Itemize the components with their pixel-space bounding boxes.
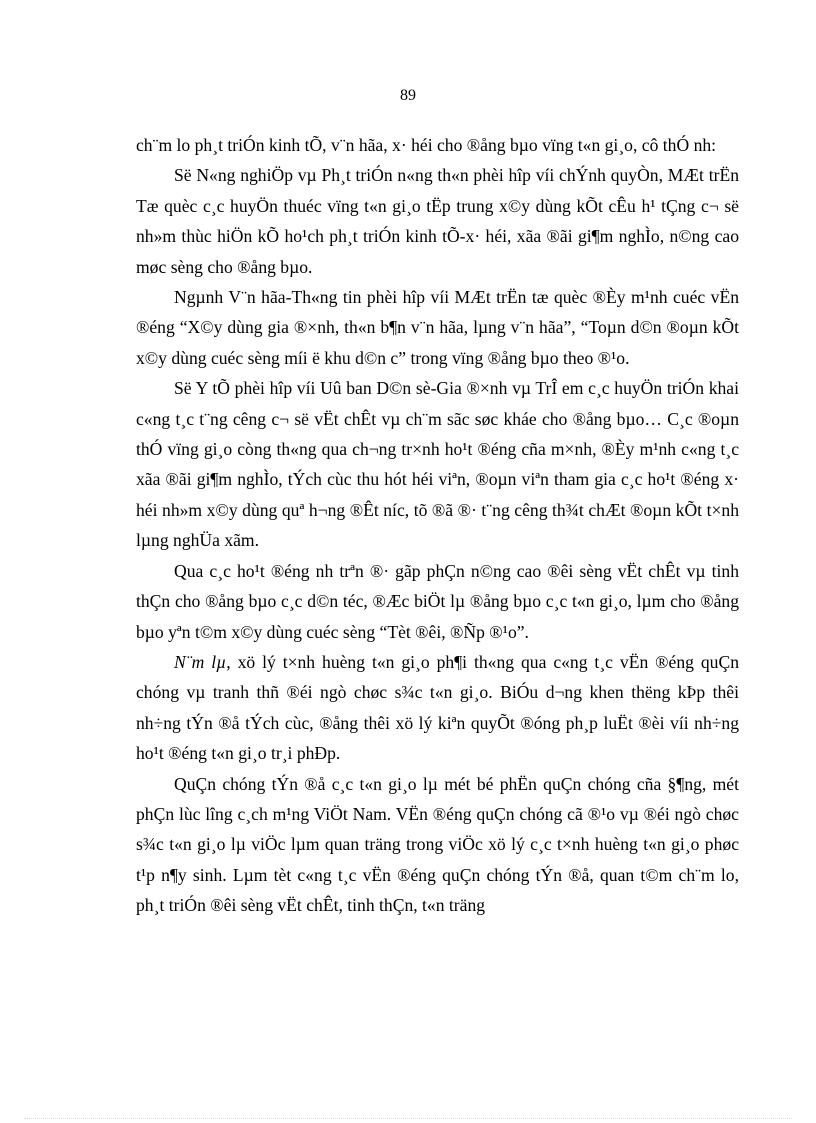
body-text bbox=[136, 130, 739, 921]
paragraph-2: Së N«ng nghiÖp vµ Ph¸t triÓn n«ng th«n phèi hîp víi chÝnh quyÒn, MÆt trËn Tæ quèc c¸c huyÖn thuéc vïng t«n gi¸o tËp trung x©y dùng kÕt cÊu h¹ tÇng c¬ së nh»m thùc hiÖn kÕ ho¹ch ph¸t triÓn kinh tÕ-x· héi, xãa ®ãi gi¶m nghÌo, n©ng cao møc sèng cho ®ång bµo. bbox=[136, 165, 739, 277]
paragraph-6-lead: N¨m lµ, bbox=[174, 651, 231, 672]
paragraph-4: Së Y tÕ phèi hîp víi Uû ban D©n sè-Gia ®×nh vµ TrÎ em c¸c huyÖn triÓn khai c«ng t¸c t¨ng cêng c¬ së vËt chÊt vµ ch¨m sãc søc kháe cho ®ång bµo… C¸c ®oµn thÓ vïng gi¸o còng th«ng qua ch¬ng tr×nh ho¹t ®éng cña m×nh, ®Èy m¹nh c«ng t¸c xãa ®ãi gi¶m nghÌo, tÝch cùc thu hót héi viªn, ®oµn viªn tham gia c¸c ho¹t ®éng x· héi nh»m x©y dùng quª h¬ng ®Êt níc, tõ ®ã ®· t¨ng cêng th¾t chÆt ®oµn kÕt t×nh lµng nghÜa xãm. bbox=[136, 378, 739, 551]
page-number: 89 bbox=[400, 87, 416, 104]
paragraph-6-text: xö lý t×nh huèng t«n gi¸o ph¶i th«ng qua c«ng t¸c vËn ®éng quÇn chóng vµ tranh thñ ®éi ngò chøc s¾c t«n gi¸o. BiÓu d¬ng khen thëng kÞp thêi nh÷ng tÝn ®å tÝch cùc, ®ång thêi xö lý kiªn quyÕt ®óng ph¸p luËt ®èi víi nh÷ng ho¹t ®éng t«n gi¸o tr¸i phÐp. bbox=[136, 651, 739, 764]
paragraph-5: Qua c¸c ho¹t ®éng nh trªn ®· gãp phÇn n©ng cao ®êi sèng vËt chÊt vµ tinh thÇn cho ®ång bµo c¸c d©n téc, ®Æc biÖt lµ ®ång bµo c¸c t«n gi¸o, lµm cho ®ång bµo yªn t©m x©y dùng cuéc sèng “Tèt ®êi, ®Ñp ®¹o”. bbox=[136, 560, 739, 642]
paragraph-6 bbox=[136, 647, 739, 769]
paragraph-3: Ngµnh V¨n hãa-Th«ng tin phèi hîp víi MÆt trËn tæ quèc ®Èy m¹nh cuéc vËn ®éng “X©y dùng gia ®×nh, th«n b¶n v¨n hãa, lµng v¨n hãa”, “Toµn d©n ®oµn kÕt x©y dùng cuéc sèng míi ë khu d©n c” trong vïng ®ång bµo theo ®¹o. bbox=[136, 287, 739, 368]
page-bottom-divider bbox=[24, 1118, 792, 1119]
paragraph-7: QuÇn chóng tÝn ®å c¸c t«n gi¸o lµ mét bé phËn quÇn chóng cña §¶ng, mét phÇn lùc lîng c¸ch m¹ng ViÖt Nam. VËn ®éng quÇn chóng cã ®¹o vµ ®éi ngò chøc s¾c t«n gi¸o lµ viÖc lµm quan träng trong viÖc xö lý c¸c t×nh huèng t«n gi¸o phøc t¹p n¶y sinh. Lµm tèt c«ng t¸c vËn ®éng quÇn chóng tÝn ®å, quan t©m ch¨m lo, ph¸t triÓn ®êi sèng vËt chÊt, tinh thÇn, t«n träng bbox=[136, 773, 739, 916]
paragraph-1: ch¨m lo ph¸t triÓn kinh tÕ, v¨n hãa, x· héi cho ®ång bµo vïng t«n gi¸o, cô thÓ nh: bbox=[136, 135, 717, 155]
